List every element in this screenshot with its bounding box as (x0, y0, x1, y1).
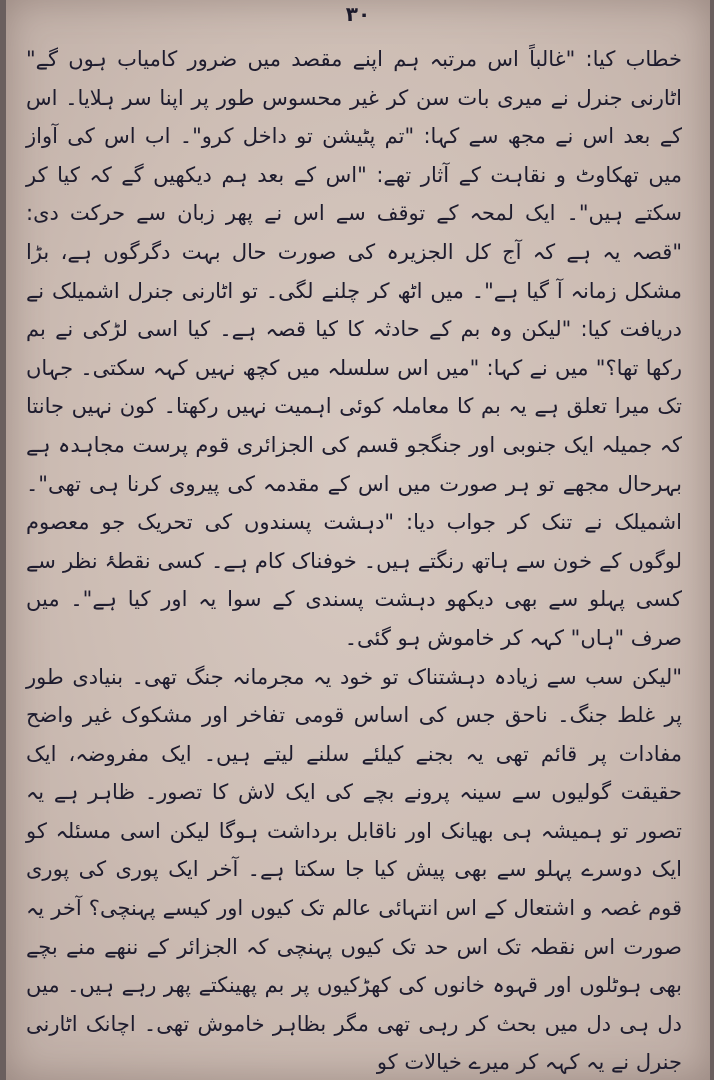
book-page (6, 0, 710, 1080)
paragraph-2: "لیکن سب سے زیادہ دہشتناک تو خود یہ مجرمانہ جنگ تھی۔ بنیادی طور پر غلط جنگ۔ ناحق جس کی اساس قومی تفاخر اور مشکوک غیر واضح مفادات پر قائم تھی یہ بجنے کیلئے سلنے لیتے ہیں۔ ایک مفروضہ، ایک حقیقت گولیوں سے سینہ پرونے بچے کی ایک لاش کا تصور۔ ظاہر ہے یہ تصور تو ہمیشہ ہی بھیانک اور ناقابل برداشت ہوگا لیکن اسی مسئلہ کو ایک دوسرے پہلو سے بھی پیش کیا جا سکتا ہے۔ آخر ایک پوری کی پوری قوم غصہ و اشتعال کے اس انتہائی عالم تک کیوں اور کیسے پہنچی؟ آخر یہ صورت اس نقطہ تک اس حد تک کیوں پہنچی کہ الجزائر کے ننھے منے بچے بھی ہوٹلوں اور قہوہ خانوں کی کھڑکیوں پر بم پھینکتے پھر رہے ہیں۔ میں دل ہی دل میں بحث کر رہی تھی مگر بظاہر خاموش تھی۔ اچانک اٹارنی جنرل نے یہ کہہ کر میرے خیالات کو (26, 664, 682, 1075)
page-number: ۳۰ (345, 2, 371, 26)
paragraph-1: خطاب کیا: "غالباً اس مرتبہ ہم اپنے مقصد میں ضرور کامیاب ہوں گے" اٹارنی جنرل نے میری بات سن کر غیر محسوس طور پر اپنا سر ہلایا۔ اس کے بعد اس نے مجھ سے کہا: "تم پٹیشن تو داخل کرو"۔ اب اس کی آواز میں تھکاوٹ و نقاہت کے آثار تھے: "اس کے بعد ہم دیکھیں گے کہ کیا کر سکتے ہیں"۔ ایک لمحہ کے توقف سے اس نے پھر زبان سے حرکت دی: "قصہ یہ ہے کہ آج کل الجزیرہ کی صورت حال بہت دگرگوں ہے، بڑا مشکل زمانہ آ گیا ہے"۔ میں اٹھ کر چلنے لگی۔ تو اٹارنی جنرل اشمیلک نے دریافت کیا: "لیکن وہ بم کے حادثہ کا کیا قصہ ہے۔ کیا اسی لڑکی نے بم رکھا تھا؟" میں نے کہا: "میں اس سلسلہ میں کچھ نہیں کہہ سکتی۔ جہاں تک میرا تعلق ہے یہ بم کا معاملہ کوئی اہمیت نہیں رکھتا۔ کون نہیں جانتا کہ جمیلہ ایک جنوبی اور جنگجو قسم کی الجزائری قوم پرست مجاہدہ ہے بہرحال مجھے تو ہر صورت میں اس کے مقدمہ کی پیروی کرنا ہی تھی"۔ اشمیلک نے تنک کر جواب دیا: "دہشت پسندوں کی تحریک جو معصوم لوگوں کے خون سے ہاتھ رنگتے ہیں۔ خوفناک کام ہے۔ کسی نقطۂ نظر سے کسی پہلو سے بھی دیکھو دہشت پسندی کے سوا یہ اور کیا ہے"۔ میں صرف "ہاں" کہہ کر خاموش ہو گئی۔ (26, 47, 682, 650)
page-body (26, 40, 682, 1080)
